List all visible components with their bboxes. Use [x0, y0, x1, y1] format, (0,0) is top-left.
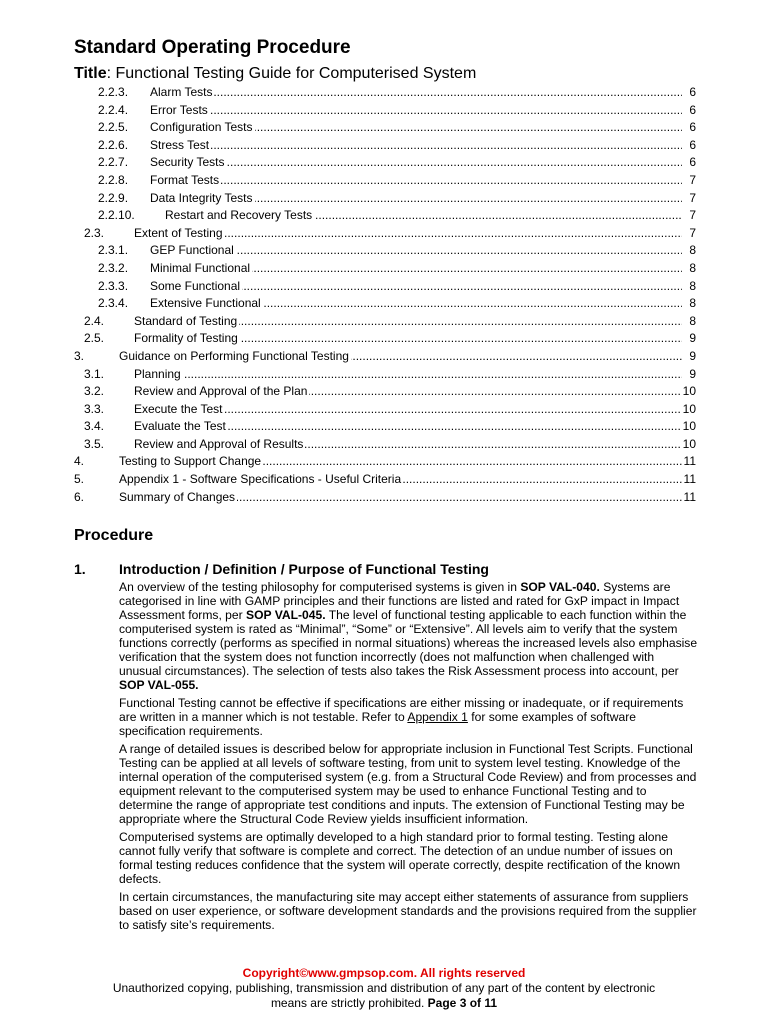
document-title [74, 65, 476, 83]
toc-entry-number: 2.3. [84, 225, 105, 240]
toc-entry[interactable] [74, 401, 696, 419]
toc-entry-number: 2.4. [84, 313, 105, 328]
footer-line-3-text: means are strictly prohibited. [270, 996, 428, 1010]
toc-entry-title: Alarm Tests [150, 84, 214, 102]
toc-entry[interactable] [74, 313, 696, 331]
toc-entry-number: 2.3.3. [98, 278, 129, 293]
toc-entry-page: 10 [681, 418, 696, 436]
toc-entry[interactable] [74, 137, 696, 155]
toc-entry-page: 8 [687, 242, 696, 260]
toc-entry[interactable] [74, 242, 696, 260]
toc-entry-page: 8 [687, 278, 696, 296]
toc-entry-number: 2.2.9. [98, 190, 129, 205]
toc-entry-number: 3.1. [84, 366, 105, 381]
toc-entry[interactable] [74, 84, 696, 102]
toc-entry-title: Data Integrity Tests [150, 190, 255, 208]
toc-entry-number: 3.4. [84, 419, 105, 434]
toc-entry-title: Extent of Testing [134, 225, 225, 243]
toc-entry[interactable] [74, 489, 696, 507]
toc-entry-number: 2.2.8. [98, 172, 129, 187]
toc-entry-title: Security Tests [150, 154, 226, 172]
toc-entry-number: 2.2.7. [98, 155, 129, 170]
toc-entry-number: 5. [74, 472, 85, 487]
toc-entry-page: 7 [687, 207, 696, 225]
toc-entry[interactable] [74, 453, 696, 471]
toc-entry-page: 8 [687, 260, 696, 278]
page-footer [0, 966, 768, 1011]
toc-entry-number: 2.2.10. [98, 208, 135, 223]
toc-entry-page: 10 [681, 383, 696, 401]
toc-entry[interactable] [74, 418, 696, 436]
toc-leader-dots [134, 366, 682, 384]
toc-entry-number: 2.3.4. [98, 296, 129, 311]
paragraph-3: A range of detailed issues is described below for appropriate inclusion in Functional Test Scripts. Functional Testing can be applied at all levels of software testing, from unit to system level testing. Knowledge of the internal operation of the computerised system (e.g. from a Structural Code Review) and from processes and equipment relevant to the computerised system may be used to enhance Functional Testing and to determine the range of appropriate test conditions and inputs. The extension of Functional Testing may be appropriate where the Structural Code Review yields insufficient information. [119, 742, 697, 826]
toc-entry[interactable] [74, 190, 696, 208]
toc-entry-title: Review and Approval of the Plan [134, 383, 309, 401]
footer-line-2: Unauthorized copying, publishing, transmission and distribution of any part of the content by electronic [112, 981, 656, 995]
sop-ref-val-055: SOP VAL-055. [119, 678, 199, 692]
toc-entry-title: Extensive Functional [150, 295, 263, 313]
toc-entry-number: 3.5. [84, 436, 105, 451]
toc-entry[interactable] [74, 172, 696, 190]
toc-entry[interactable] [74, 102, 696, 120]
toc-entry-title: Evaluate the Test [134, 418, 228, 436]
toc-entry-title: Planning [134, 366, 183, 384]
page-number: Page 3 of 11 [427, 996, 498, 1010]
section-1-title: Introduction / Definition / Purpose of Functional Testing [119, 561, 489, 577]
toc-entry-number: 3.2. [84, 384, 105, 399]
toc-entry-page: 8 [687, 313, 696, 331]
toc-entry[interactable] [74, 225, 696, 243]
toc-entry-page: 6 [687, 137, 696, 155]
toc-entry-page: 11 [682, 471, 696, 489]
p2-text-a: Functional Testing cannot be effective if specifications are either missing or inadequate, or if requirements are written in a manner which is not testable. Refer to [119, 696, 684, 724]
title-text: : Functional Testing Guide for Computerised System [106, 65, 477, 82]
paragraph-5: In certain circumstances, the manufacturing site may accept either statements of assurance from suppliers based on user experience, or software development standards and the provisions required from the supplier to satisfy site’s requirements. [119, 890, 697, 932]
toc-entry-title: Summary of Changes [119, 489, 237, 507]
document-type-heading: Standard Operating Procedure [74, 37, 351, 58]
toc-entry[interactable] [74, 436, 696, 454]
toc-entry-title: Formality of Testing [134, 330, 240, 348]
toc-entry[interactable] [74, 260, 696, 278]
toc-entry-title: Testing to Support Change [119, 453, 263, 471]
toc-entry-title: Minimal Functional [150, 260, 252, 278]
toc-entry-title: Error Tests [150, 102, 210, 120]
toc-leader-dots [150, 84, 682, 102]
toc-entry-title: Standard of Testing [134, 313, 239, 331]
section-1-body [119, 580, 699, 936]
toc-entry[interactable] [74, 348, 696, 366]
toc-entry-title: Some Functional [150, 278, 242, 296]
p1-text-c: The level of functional testing applicable to each function within the computerised system is rated as “Minimal”, “Some” or “Extensive”. All levels aim to verify that the system functions correctly (performs as specified in normal situations) whereas the increased levels also emphasise verification that the system does not function incorrectly (does not malfunction when challenged with unusual circumstances). The selection of tests also takes the Risk Assessment process into account, per [119, 608, 698, 678]
sop-ref-val-045: SOP VAL-045. [246, 608, 326, 622]
toc-entry-number: 2.2.5. [98, 120, 129, 135]
toc-entry[interactable] [74, 295, 696, 313]
toc-entry-title: Stress Test [150, 137, 211, 155]
toc-entry-title: Appendix 1 - Software Specifications - Useful Criteria [119, 471, 403, 489]
table-of-contents [74, 84, 696, 506]
toc-entry-page: 9 [687, 366, 696, 384]
title-label: Title [74, 65, 107, 82]
toc-entry-title: GEP Functional [150, 242, 236, 260]
toc-entry[interactable] [74, 154, 696, 172]
toc-entry-number: 3. [74, 348, 85, 363]
toc-entry-page: 9 [687, 330, 696, 348]
toc-entry-number: 2.2.3. [98, 85, 129, 99]
paragraph-2 [119, 696, 699, 738]
toc-entry-page: 6 [687, 154, 696, 172]
toc-entry-page: 11 [682, 453, 696, 471]
copyright-notice: Copyright©www.gmpsop.com. All rights reserved [242, 966, 526, 980]
toc-entry[interactable] [74, 330, 696, 348]
toc-entry-page: 9 [687, 348, 696, 366]
toc-entry-number: 2.5. [84, 331, 105, 346]
appendix-1-link[interactable]: Appendix 1 [407, 710, 468, 724]
procedure-heading: Procedure [74, 527, 154, 544]
toc-entry-title: Guidance on Performing Functional Testing [119, 348, 351, 366]
toc-entry-page: 10 [681, 401, 696, 419]
toc-entry-number: 2.3.1. [98, 243, 129, 258]
paragraph-1 [119, 580, 699, 692]
toc-entry-number: 4. [74, 454, 85, 469]
toc-leader-dots [150, 154, 682, 172]
footer-line-3 [0, 996, 768, 1011]
toc-entry-page: 7 [687, 190, 696, 208]
toc-leader-dots [150, 137, 682, 155]
toc-entry[interactable] [74, 278, 696, 296]
toc-entry-page: 10 [681, 436, 696, 454]
toc-entry-page: 11 [682, 489, 696, 507]
toc-entry[interactable] [74, 119, 696, 137]
toc-entry-page: 7 [687, 225, 696, 243]
toc-entry-number: 2.2.4. [98, 102, 129, 117]
toc-leader-dots [150, 172, 682, 190]
toc-entry-page: 6 [687, 102, 696, 120]
toc-entry-number: 3.3. [84, 401, 105, 416]
toc-leader-dots [150, 102, 682, 120]
toc-entry-title: Execute the Test [134, 401, 225, 419]
toc-entry-page: 8 [687, 295, 696, 313]
p1-text-a: An overview of the testing philosophy for computerised systems is given in [119, 580, 521, 594]
toc-entry[interactable] [74, 383, 696, 401]
toc-entry-number: 6. [74, 489, 85, 504]
toc-entry-page: 7 [687, 172, 696, 190]
toc-entry-title: Configuration Tests [150, 119, 255, 137]
section-1-number: 1. [74, 561, 86, 577]
toc-entry-page: 6 [687, 119, 696, 137]
paragraph-4: Computerised systems are optimally developed to a high standard prior to formal testing. Testing alone cannot fully verify that software is complete and correct. The detection of an undue number of issues on formal testing reduces confidence that the system will operate correctly, despite rectification of the known defects. [119, 830, 681, 886]
toc-entry[interactable] [74, 366, 696, 384]
p1-text-b: Systems are categorised in line with GAMP principles and their functions are listed and rated for GxP impact in Impact Assessment forms, per [119, 580, 680, 622]
p2-text-b: for some examples of software specification requirements. [119, 710, 636, 738]
toc-entry-title: Review and Approval of Results [134, 436, 305, 454]
toc-entry-page: 6 [687, 84, 696, 102]
toc-entry-title: Format Tests [150, 172, 221, 190]
toc-entry[interactable] [74, 207, 696, 225]
toc-entry-number: 2.3.2. [98, 260, 129, 275]
toc-entry-number: 2.2.6. [98, 137, 129, 152]
sop-ref-val-040: SOP VAL-040. [520, 580, 600, 594]
toc-entry-title: Restart and Recovery Tests [165, 207, 314, 225]
toc-entry[interactable] [74, 471, 696, 489]
